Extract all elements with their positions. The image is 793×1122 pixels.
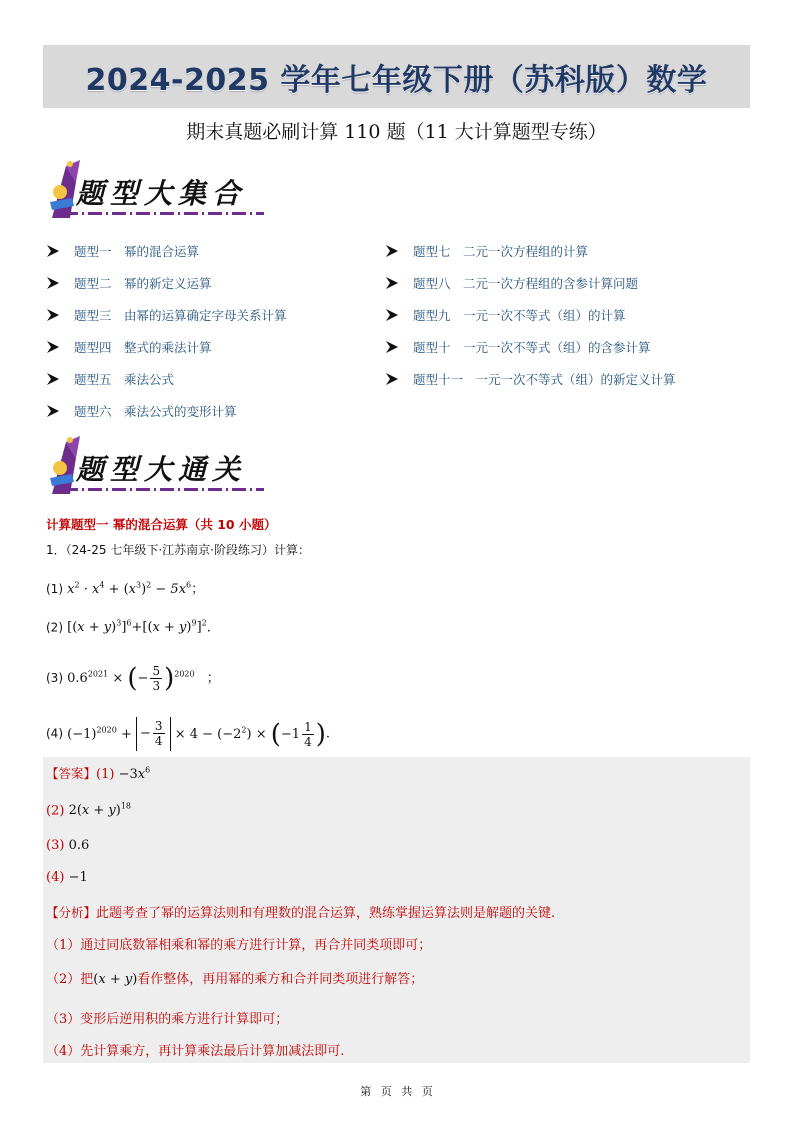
pass-logo-text: 题型大通关 <box>76 453 247 486</box>
toc-item[interactable] <box>46 306 287 324</box>
math-expression: $-3x^6$ <box>118 765 151 782</box>
toc-item[interactable] <box>385 242 588 260</box>
toc-item[interactable] <box>46 242 199 260</box>
math-expression: (x + y) <box>93 972 138 987</box>
toc-item-label: 题型八 二元一次方程组的含参计算问题 <box>413 276 639 291</box>
arrow-bullet-icon <box>385 244 399 258</box>
arrow-bullet-icon <box>46 340 60 354</box>
toc-item[interactable] <box>385 370 676 388</box>
math-expression: $0.6^{2021}$ × (− $\frac{5}{3}$ )$^{2020}$ <box>67 663 195 694</box>
logo-underline <box>64 488 264 491</box>
toc-item-label: 题型六 乘法公式的变形计算 <box>74 404 237 419</box>
toc-item-label: 题型三 由幂的运算确定字母关系计算 <box>74 308 287 323</box>
toc-item-label: 题型十一 一元一次不等式（组）的新定义计算 <box>413 372 676 387</box>
toc-item[interactable] <box>385 274 638 292</box>
toc-item[interactable] <box>46 402 237 420</box>
toc-item-label: 题型一 幂的混合运算 <box>74 244 200 259</box>
arrow-bullet-icon <box>46 372 60 386</box>
arrow-bullet-icon <box>385 372 399 386</box>
arrow-bullet-icon <box>385 308 399 322</box>
collection-logo-text: 题型大集合 <box>76 177 247 210</box>
math-expression: $2(x + y)^{18}$ <box>68 802 132 819</box>
section-heading: 计算题型一 幂的混合运算（共 10 小题） <box>46 517 277 532</box>
math-expression: $[(x + y)^3]^6+[(x + y)^9]^2$ <box>67 619 207 636</box>
arrow-bullet-icon <box>385 340 399 354</box>
document-subtitle: 期末真题必刷计算 110 题（11 大计算题型专练） <box>186 121 607 143</box>
question-part-4: (4) $(-1)^{2020}$ + − $\frac{3}{4}$ × $4 - (-2^2) \times (-1$ $\frac{1}{4}$ ). <box>46 719 330 749</box>
document-title: 2024-2025 学年七年级下册（苏科版）数学 <box>85 62 708 98</box>
collection-logo <box>46 158 266 226</box>
answer-line-3: (3) 0.6 <box>46 838 90 853</box>
arrow-bullet-icon <box>46 276 60 290</box>
question-part-1: (1) $x^2 \cdot x^4 + (x^3)^2 - 5x^6$； <box>46 580 205 597</box>
arrow-bullet-icon <box>385 276 399 290</box>
arrow-bullet-icon <box>46 308 60 322</box>
toc-item-label: 题型五 乘法公式 <box>74 372 175 387</box>
question-intro: 1．（24-25 七年级下·江苏南京·阶段练习）计算： <box>46 543 310 557</box>
page-footer: 第 页 共 页 <box>360 1085 433 1098</box>
toc-item-label: 题型七 二元一次方程组的计算 <box>413 244 589 259</box>
toc-item-label: 题型九 一元一次不等式（组）的计算 <box>413 308 626 323</box>
math-expression: $(-1)^{2020}$ + − $\frac{3}{4}$ × $4 - (-2^2) \times (-1$ $\frac{1}{4}$ ) <box>67 719 326 749</box>
answer-line-4: (4) −1 <box>46 870 88 885</box>
analysis-step-2: （2）把(x + y)看作整体，再用幂的乘方和合并同类项进行解答； <box>46 972 424 987</box>
question-part-2: (2) $[(x + y)^3]^6+[(x + y)^9]^2$. <box>46 619 211 636</box>
toc-item-label: 题型二 幂的新定义运算 <box>74 276 212 291</box>
question-part-3: (3) $0.6^{2021}$ × (− $\frac{5}{3}$ )$^{2020}$ ； <box>46 663 220 694</box>
title-banner <box>43 45 750 108</box>
answer-line-1: 【答案】$(1) -3x^6$ <box>46 765 151 782</box>
arrow-bullet-icon <box>46 404 60 418</box>
analysis-line: 【分析】此题考查了幂的运算法则和有理数的混合运算，熟练掌握运算法则是解题的关键. <box>46 905 556 921</box>
math-expression: $x^2 \cdot x^4 + (x^3)^2 - 5x^6$ <box>67 580 192 597</box>
toc-item[interactable] <box>385 338 651 356</box>
analysis-step-1: （1）通过同底数幂相乘和幂的乘方进行计算，再合并同类项即可； <box>46 938 432 953</box>
analysis-step-4: （4）先计算乘方，再计算乘法最后计算加减法即可. <box>46 1044 345 1059</box>
toc-item[interactable] <box>46 370 174 388</box>
toc-item[interactable] <box>46 274 212 292</box>
pass-logo <box>46 434 266 502</box>
answer-line-2: (2) $2(x + y)^{18}$ <box>46 802 132 819</box>
logo-underline <box>64 212 264 215</box>
analysis-step-3: （3）变形后逆用积的乘方进行计算即可； <box>46 1012 289 1027</box>
toc-item[interactable] <box>385 306 626 324</box>
arrow-bullet-icon <box>46 244 60 258</box>
toc-item-label: 题型四 整式的乘法计算 <box>74 340 212 355</box>
toc-item[interactable] <box>46 338 212 356</box>
toc-item-label: 题型十 一元一次不等式（组）的含参计算 <box>413 340 651 355</box>
